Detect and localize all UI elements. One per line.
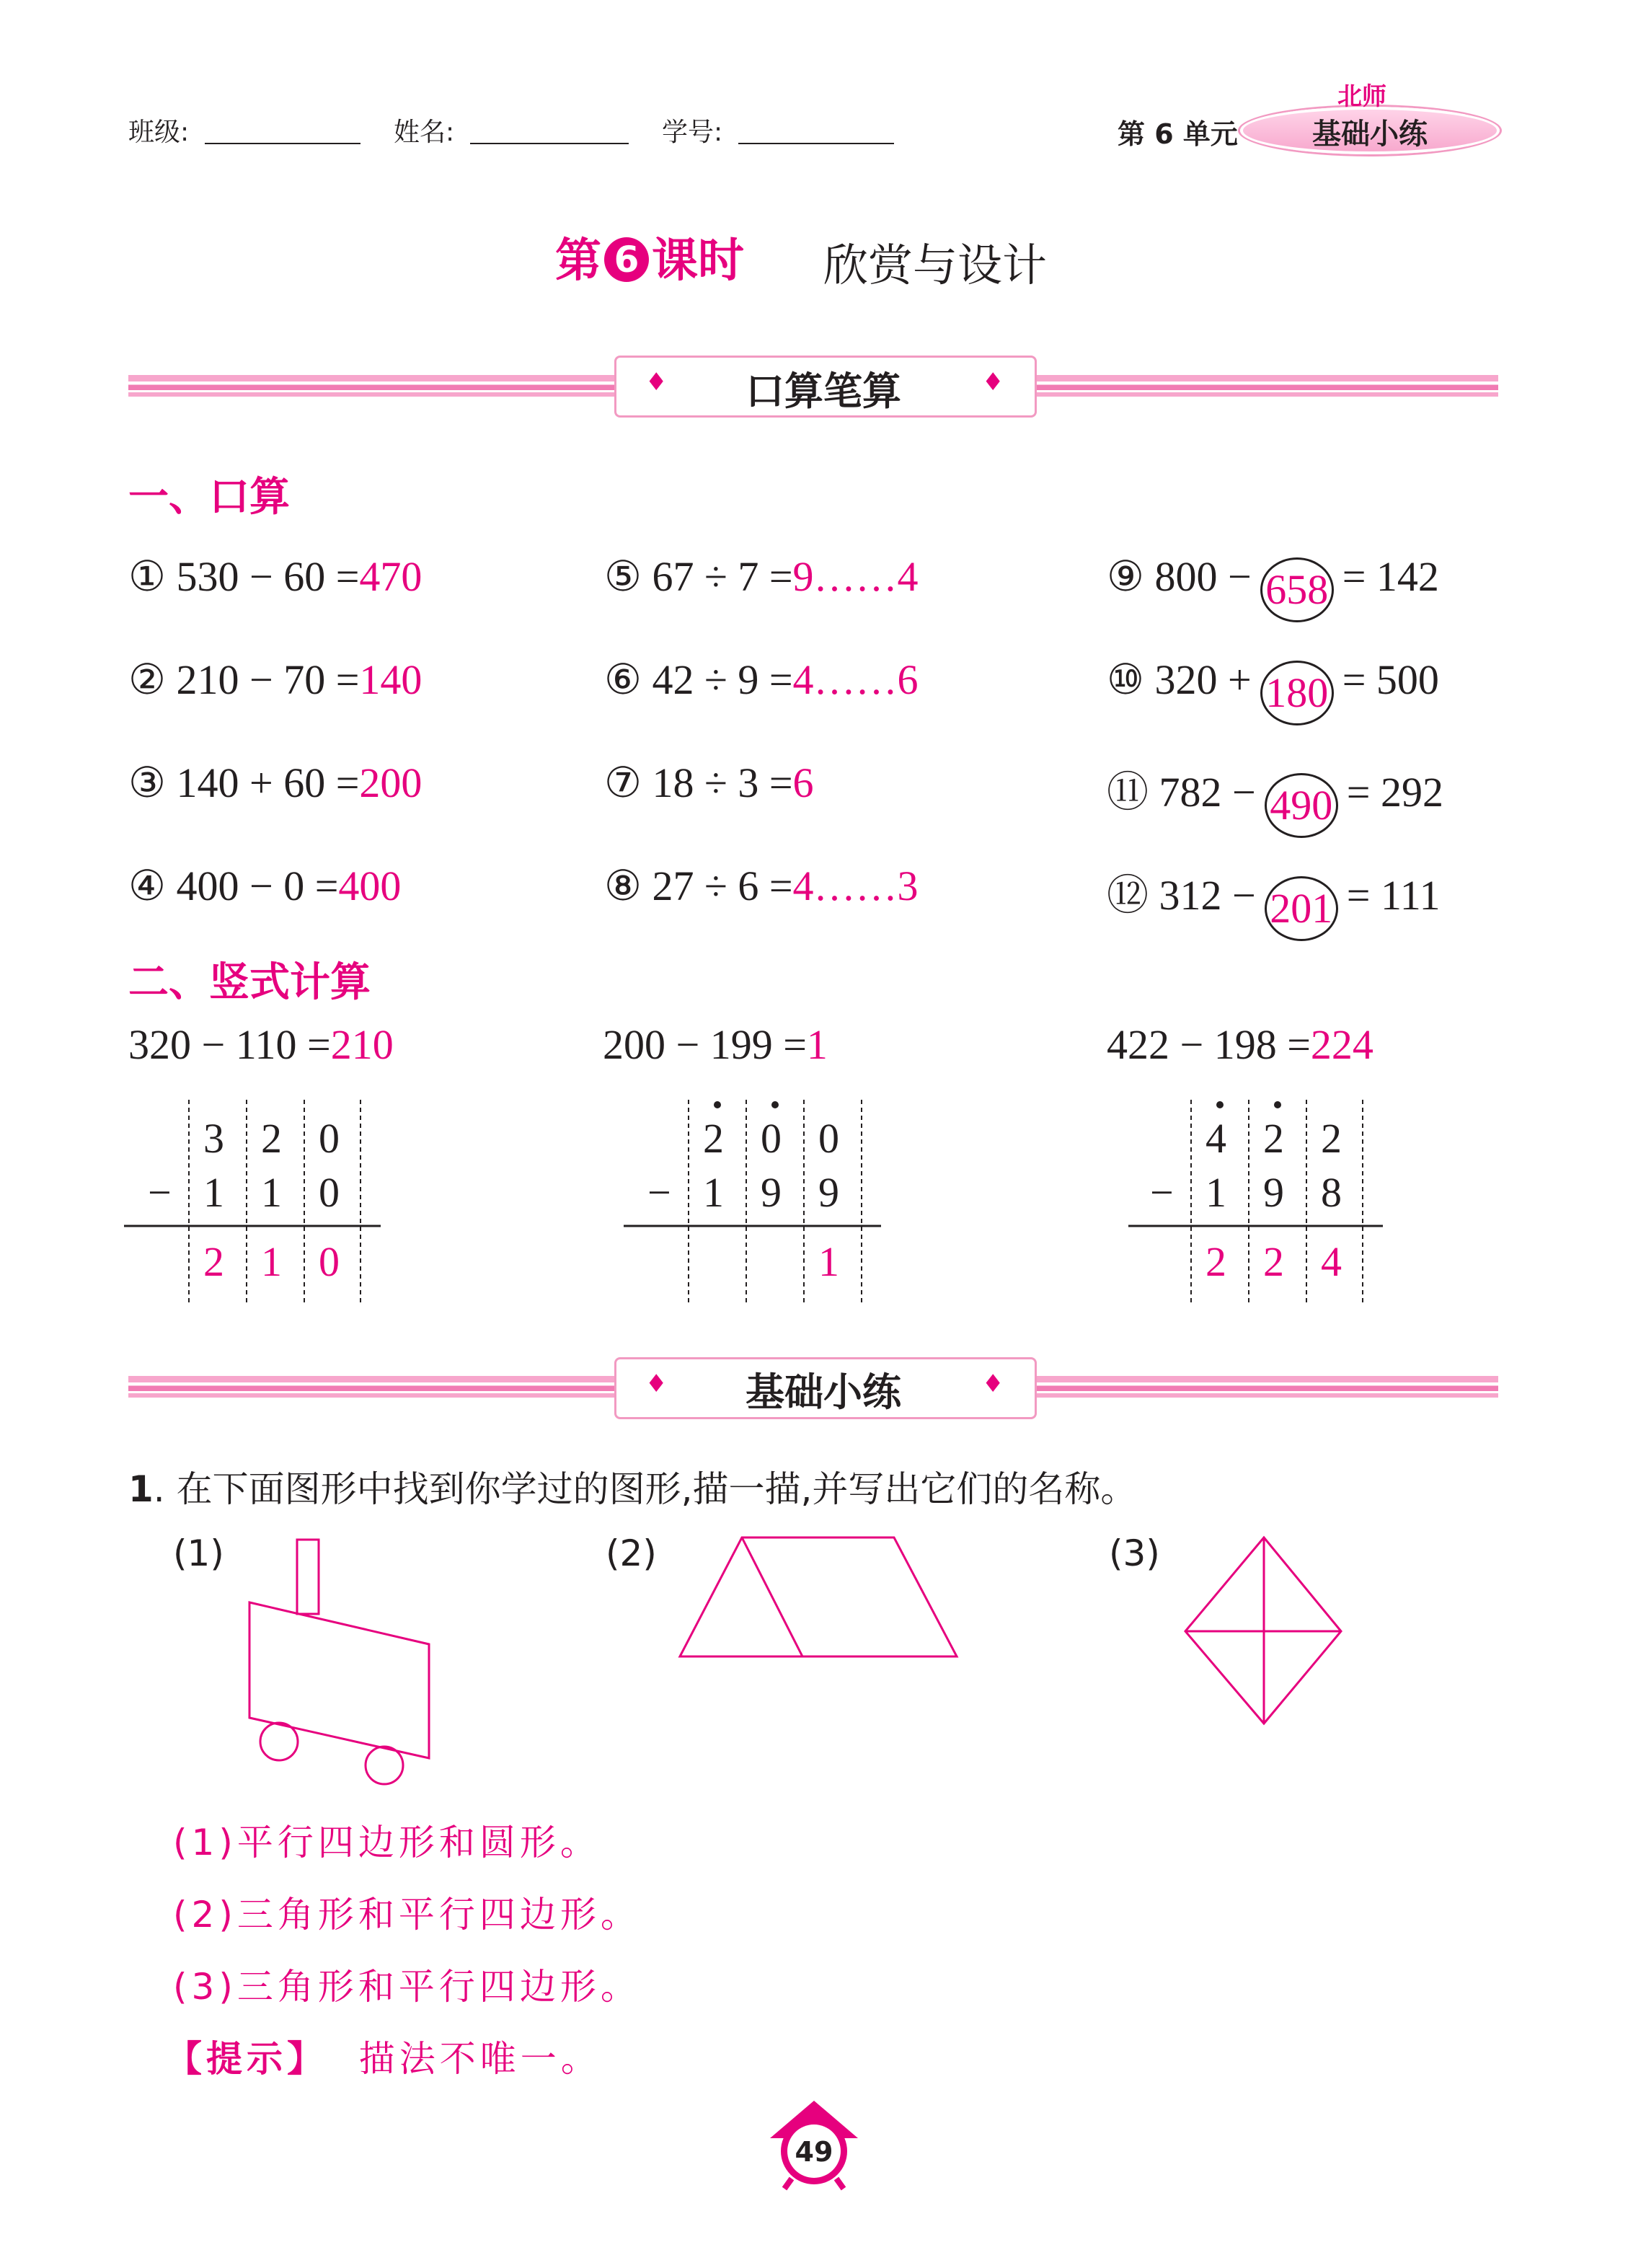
answer: 1 [806, 1021, 828, 1068]
oral-item: ⑥ 42 ÷ 9 =4……6 [604, 656, 919, 703]
oral-item: ① 530 − 60 =470 [128, 553, 423, 600]
chimney-rect [297, 1540, 319, 1614]
diamond-icon: ♦ [982, 1369, 1004, 1398]
oral-item: ⑪ 782 − 490 = 292 [1107, 758, 1443, 838]
digit: 2 [261, 1115, 282, 1162]
digit: 1 [1205, 1169, 1226, 1216]
answer: 224 [1310, 1021, 1373, 1068]
diamond-icon: ♦ [645, 1369, 668, 1398]
result-digit: 0 [319, 1238, 340, 1285]
brand-title: 基础小练 [1312, 118, 1428, 151]
lesson-suffix: 课时 [652, 234, 744, 288]
answer-circle: 180 [1260, 661, 1334, 725]
unit-label: 第 6 单元 [1118, 118, 1238, 150]
lesson-prefix: 第 [555, 234, 601, 288]
digit: 2 [1263, 1115, 1284, 1162]
page-number: 49 [795, 2136, 833, 2168]
oral-item: ⑤ 67 ÷ 7 =9……4 [604, 553, 919, 600]
lesson-title: 欣赏与设计 [823, 239, 1048, 291]
result-digit: 2 [203, 1238, 224, 1285]
digit: 8 [1321, 1169, 1342, 1216]
oral-item: ④ 400 − 0 =400 [128, 862, 402, 909]
cart-parallelogram [249, 1602, 429, 1758]
result-digit: 1 [818, 1238, 839, 1285]
part-title: 二、竖式计算 [128, 959, 371, 1006]
answer: 400 [338, 862, 402, 909]
figure-label: (2) [606, 1532, 657, 1574]
section-title: 基础小练 [746, 1369, 901, 1415]
answer: 9……4 [792, 553, 919, 600]
answer-line: (1)平行四边形和圆形。 [173, 1822, 601, 1863]
hint [166, 2030, 601, 2082]
minus-sign: − [647, 1169, 671, 1216]
oral-item: ⑩ 320 + 180 = 500 [1107, 655, 1439, 725]
result-digit: 4 [1321, 1238, 1342, 1285]
trapezoid [680, 1537, 957, 1656]
digit: 2 [1321, 1115, 1342, 1162]
wheel-circle [366, 1747, 403, 1784]
question-text: 1. 在下面图形中找到你学过的图形,描一描,并写出它们的名称。 [128, 1468, 1137, 1510]
answer: 4……3 [792, 862, 919, 909]
result-digit: 2 [1205, 1238, 1226, 1285]
answer-circle: 201 [1265, 876, 1338, 941]
digit: 0 [319, 1115, 340, 1162]
minus-sign: − [1150, 1169, 1174, 1216]
oral-item: ③ 140 + 60 =200 [128, 759, 423, 806]
oral-item: ⑦ 18 ÷ 3 =6 [604, 759, 814, 806]
name-label: 姓名: [394, 118, 455, 147]
student-id-label: 学号: [662, 118, 723, 147]
answer: 200 [359, 759, 423, 806]
lesson-number-badge: 6 [604, 237, 649, 282]
digit: 9 [818, 1169, 839, 1216]
digit: 9 [761, 1169, 782, 1216]
answer-circle: 658 [1260, 557, 1334, 622]
answer: 140 [359, 656, 423, 703]
answer-line: (3)三角形和平行四边形。 [173, 1966, 641, 2008]
vertical-equation: 200 − 199 =1 [603, 1021, 828, 1068]
digit: 4 [1205, 1115, 1226, 1162]
vertical-equation: 422 − 198 =224 [1107, 1021, 1373, 1068]
answer: 6 [792, 759, 814, 806]
digit: 3 [203, 1115, 224, 1162]
diamond-icon: ♦ [645, 368, 668, 397]
class-label: 班级: [128, 118, 190, 147]
answer-line: (2)三角形和平行四边形。 [173, 1894, 641, 1936]
result-digit: 2 [1263, 1238, 1284, 1285]
oral-item: ② 210 − 70 =140 [128, 656, 423, 703]
digit: 1 [203, 1169, 224, 1216]
section-title: 口算笔算 [746, 369, 901, 414]
answer-circle: 490 [1265, 773, 1338, 838]
digit: 1 [261, 1169, 282, 1216]
digit: 9 [1263, 1169, 1284, 1216]
digit: 2 [703, 1115, 724, 1162]
hint-label: 【提示】 [166, 2038, 327, 2080]
hint-text: 描法不唯一。 [358, 2038, 601, 2080]
oral-item: ⑫ 312 − 201 = 111 [1107, 861, 1441, 941]
minus-sign: − [148, 1169, 172, 1216]
answer: 210 [330, 1021, 394, 1068]
wheel-circle [260, 1723, 298, 1760]
figure-label: (1) [173, 1532, 224, 1574]
diamond-icon: ♦ [982, 368, 1004, 397]
part-title: 一、口算 [128, 474, 290, 521]
answer: 4……6 [792, 656, 919, 703]
oral-item: ⑧ 27 ÷ 6 =4……3 [604, 862, 919, 909]
answer: 470 [359, 553, 423, 600]
vertical-equation: 320 − 110 =210 [128, 1021, 394, 1068]
digit: 0 [761, 1115, 782, 1162]
brand-subtitle: 北师 [1337, 82, 1386, 111]
oral-item: ⑨ 800 − 658 = 142 [1107, 552, 1439, 622]
digit: 0 [818, 1115, 839, 1162]
digit: 0 [319, 1169, 340, 1216]
result-digit: 1 [261, 1238, 282, 1285]
figure-label: (3) [1109, 1532, 1160, 1574]
digit: 1 [703, 1169, 724, 1216]
